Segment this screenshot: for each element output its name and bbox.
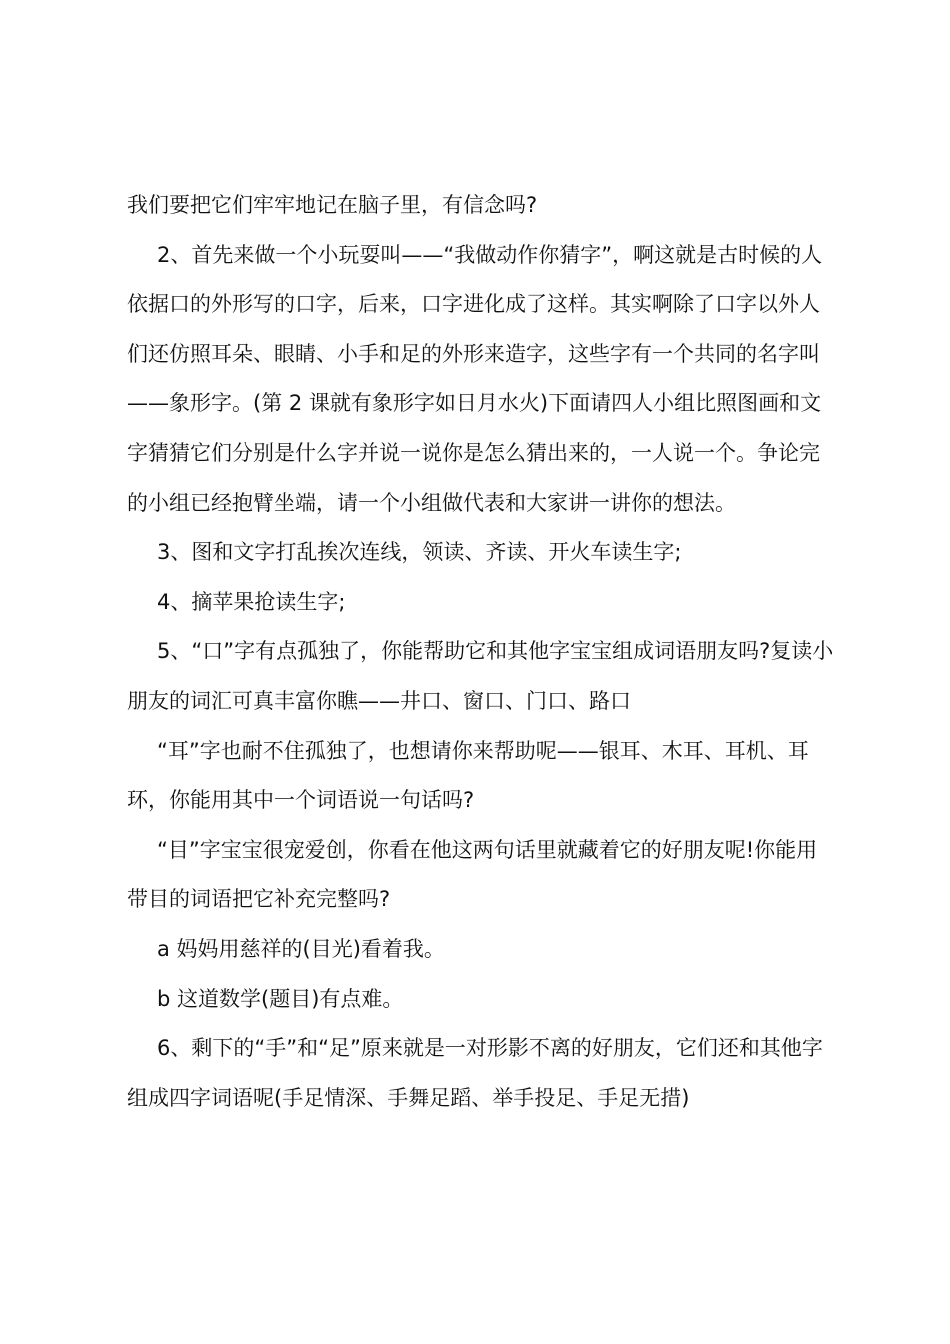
- paragraph-1: 我们要把它们牢牢地记在脑子里，有信念吗?: [127, 193, 538, 217]
- paragraph-10: 6、剩下的“手”和“足”原来就是一对形影不离的好朋友，它们还和其他字组成四字词语呢(手足情深、手舞足蹈、举手投足、手足无措): [127, 1036, 823, 1110]
- paragraph-2: 2、首先来做一个小玩耍叫——“我做动作你猜字”，啊这就是古时候的人依据口的外形写的口字，后来，口字进化成了这样。其实啊除了口字以外人们还仿照耳朵、眼睛、小手和足的外形来造字，这些字有一个共同的名字叫——象形字。(第 2 课就有象形字如日月水火)下面请四人小组比照图画和文字猜猜它们分别是什么字并说一说你是怎么猜出来的，一人说一个。争论完的小组已经抱臂坐端，请一个小组做代表和大家讲一讲你的想法。: [127, 242, 823, 515]
- paragraph-5: 5、“口”字有点孤独了，你能帮助它和其他字宝宝组成词语朋友吗?复读小朋友的词汇可真丰富你瞧——井口、窗口、门口、路口: [127, 639, 834, 713]
- paragraph-3: 3、图和文字打乱挨次连线，领读、齐读、开火车读生字;: [157, 540, 682, 565]
- paragraph-8: a 妈妈用慈祥的(目光)看着我。: [157, 936, 445, 961]
- paragraph-6: “耳”字也耐不住孤独了，也想请你来帮助呢——银耳、木耳、耳机、耳环，你能用其中一个词语说一句话吗?: [127, 738, 809, 813]
- paragraph-4: 4、摘苹果抢读生字;: [157, 589, 346, 614]
- paragraph-9: b 这道数学(题目)有点难。: [157, 986, 404, 1011]
- document-body: [127, 181, 835, 1123]
- paragraph-7: “目”字宝宝很宠爱创，你看在他这两句话里就藏着它的好朋友呢!你能用带目的词语把它补充完整吗?: [127, 837, 818, 912]
